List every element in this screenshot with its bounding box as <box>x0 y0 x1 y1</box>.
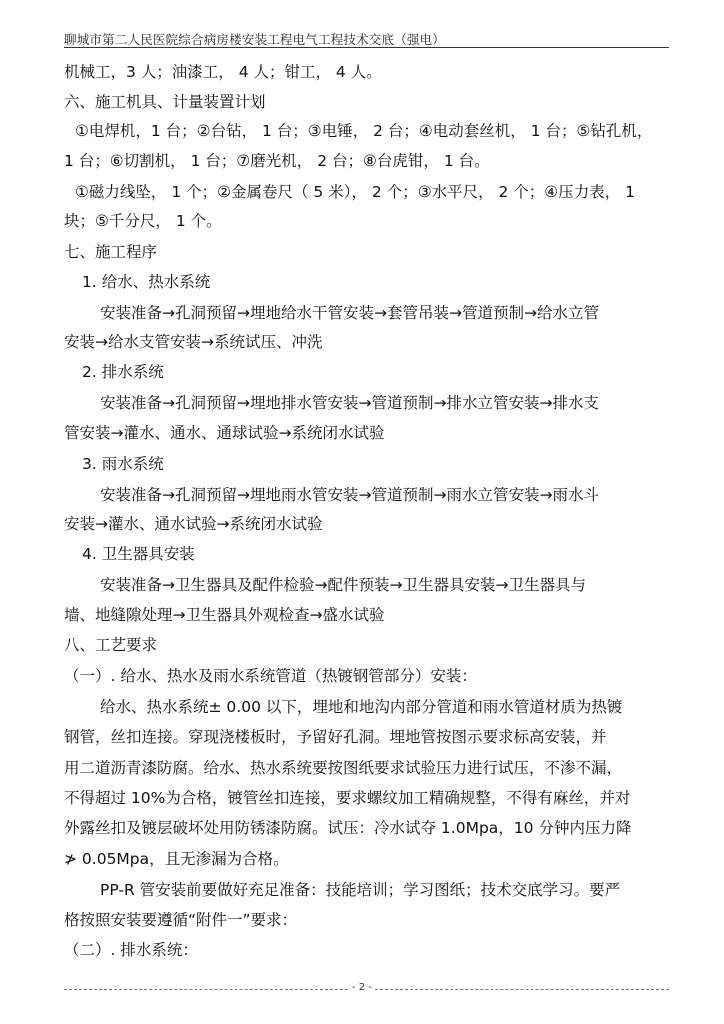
text-line: ①电焊机，1 台；②台钻， 1 台；③电锤， 2 台；④电动套丝机， 1 台；⑤钻孔机， <box>75 122 653 140</box>
page-number: - 2 - <box>352 982 372 993</box>
subsection-heading: （二）. 排水系统： <box>64 941 198 959</box>
page-number-wrap <box>0 982 724 993</box>
text-line: 钢管，丝扣连接。穿现浇楼板时，予留好孔洞。埋地管按图示要求标高安装，并 <box>64 728 607 746</box>
subsection-heading: 4. 卫生器具安装 <box>82 545 195 563</box>
text-line: 给水、热水系统± 0.00 以下，埋地和地沟内部分管道和雨水管道材质为热镀 <box>100 698 623 716</box>
text-line: 1 台；⑥切割机， 1 台；⑦磨光机， 2 台；⑧台虎钳， 1 台。 <box>64 152 490 170</box>
text-line: 安装→给水支管安装→系统试压、冲洗 <box>64 333 323 351</box>
text-line: 安装准备→孔洞预留→埋地雨水管安装→管道预制→雨水立管安装→雨水斗 <box>100 486 599 504</box>
subsection-heading: 1. 给水、热水系统 <box>82 273 211 291</box>
subsection-heading: 3. 雨水系统 <box>82 455 164 473</box>
text-line: 安装→灌水、通水试验→系统闭水试验 <box>64 515 323 533</box>
text-line: 安装准备→卫生器具及配件检验→配件预装→卫生器具安装→卫生器具与 <box>100 576 586 594</box>
text-line: 机械工，3 人；油漆工， 4 人；钳工， 4 人。 <box>64 63 382 81</box>
text-line: 不得超过 10%为合格，镀管丝扣连接，要求螺纹加工精确规整，不得有麻丝，并对 <box>64 789 631 807</box>
text-line: 管安装→灌水、通水、通球试验→系统闭水试验 <box>64 424 385 442</box>
text-line: 块；⑤千分尺， 1 个。 <box>64 212 222 230</box>
text-line: PP-R 管安装前要做好充足准备：技能培训；学习图纸；技术交底学习。要严 <box>100 881 621 899</box>
section-heading: 七、施工程序 <box>64 243 158 261</box>
text-line: 墙、地缝隙处理→卫生器具外观检查→盛水试验 <box>64 606 385 624</box>
text-line: ①磁力线坠， 1 个；②金属卷尺（ 5 米）， 2 个；③水平尺， 2 个；④压力表， 1 <box>75 183 635 201</box>
section-heading: 六、施工机具、计量装置计划 <box>64 93 266 111</box>
section-heading: 八、工艺要求 <box>64 636 158 654</box>
subsection-heading: （一）. 给水、热水及雨水系统管道（热镀钢管部分）安装： <box>64 667 477 685</box>
text-line: 用二道沥青漆防腐。给水、热水系统要按图纸要求试验压力进行试压，不渗不漏， <box>64 759 623 777</box>
text-line: 格按照安装要遵循“附件一”要求： <box>64 911 298 929</box>
running-header: 聊城市第二人民医院综合病房楼安装工程电气工程技术交底（强电） <box>64 32 446 47</box>
subsection-heading: 2. 排水系统 <box>82 363 164 381</box>
header-rule <box>64 47 669 48</box>
text-line: ≯ 0.05Mpa，且无渗漏为合格。 <box>64 850 289 868</box>
text-line: 安装准备→孔洞预留→埋地给水干管安装→套管吊装→管道预制→给水立管 <box>100 304 599 322</box>
text-line: 外露丝扣及镀层破坏处用防锈漆防腐。试压：冷水试夺 1.0Mpa，10 分钟内压力降 <box>64 819 632 837</box>
text-line: 安装准备→孔洞预留→埋地排水管安装→管道预制→排水立管安装→排水支 <box>100 394 599 412</box>
